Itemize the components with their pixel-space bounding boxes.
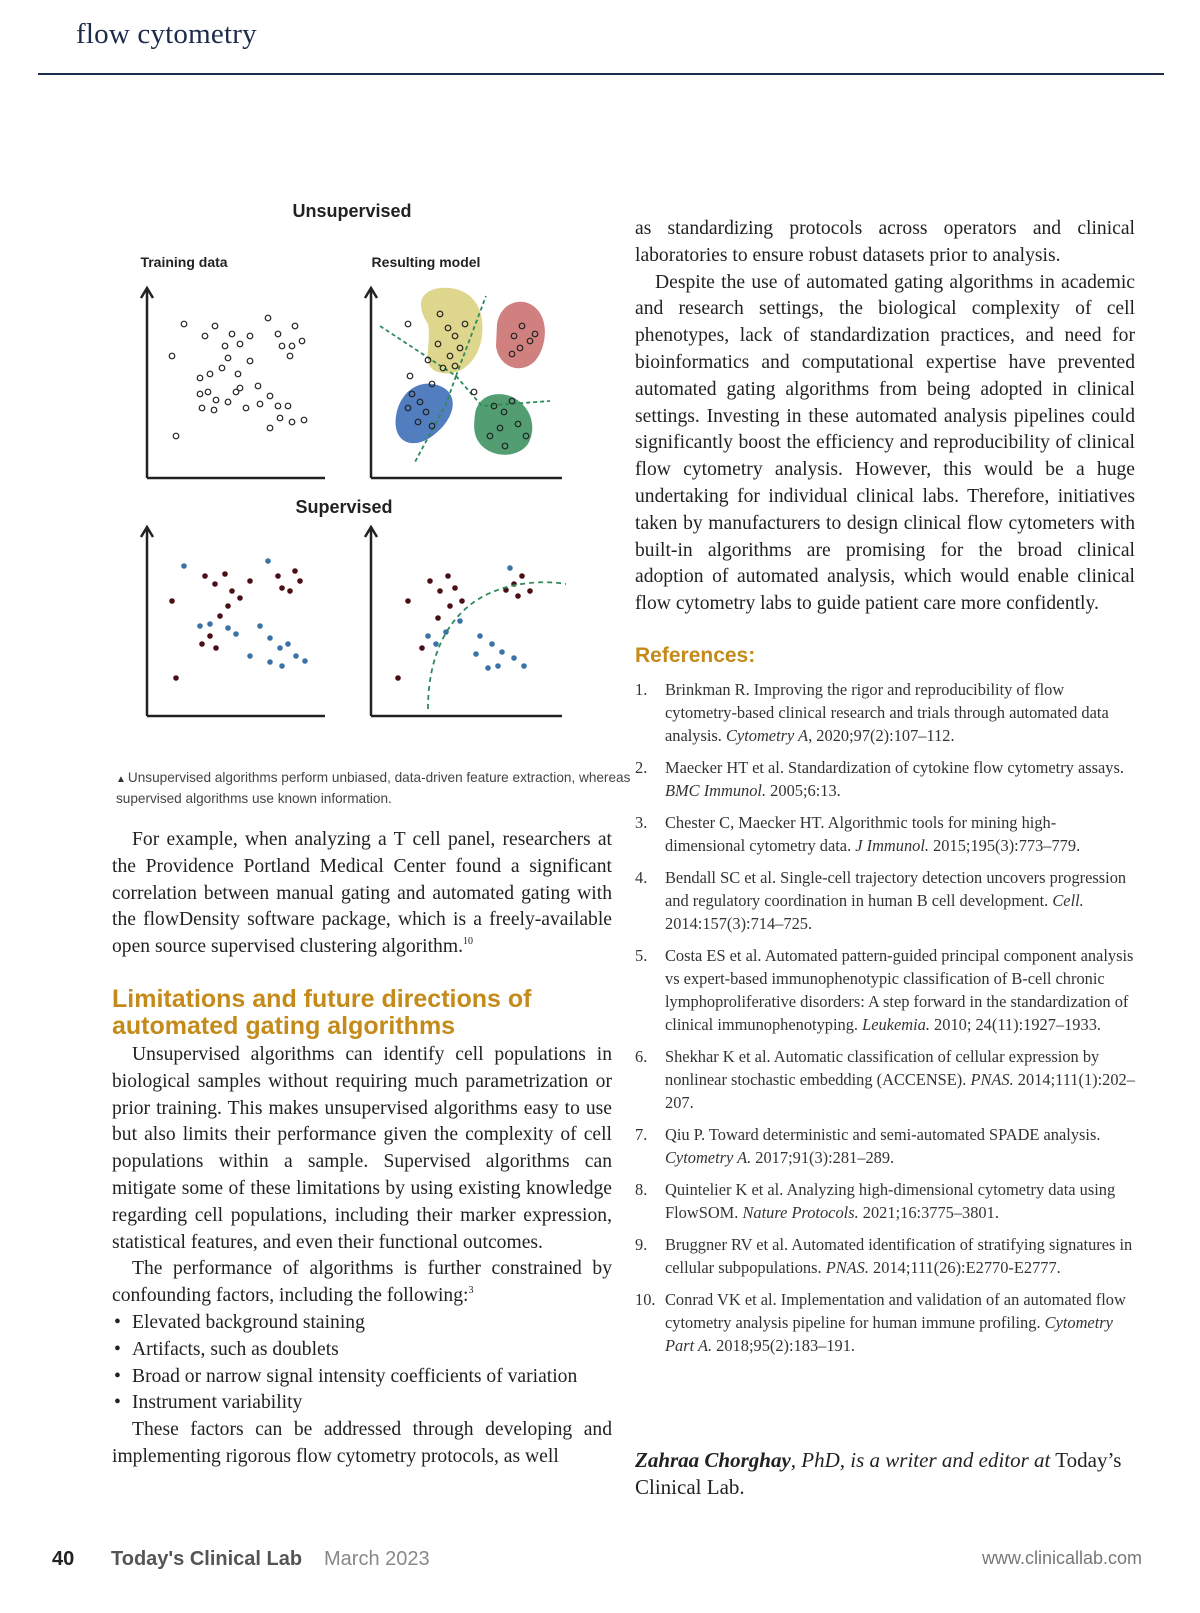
reference-journal: Nature Protocols. [742, 1203, 859, 1222]
scatter-point [199, 405, 205, 411]
limitations-heading: Limitations and future directions of automated gating algorithms [112, 984, 532, 1040]
scatter-point [265, 558, 271, 564]
scatter-point [287, 588, 293, 594]
scatter-point [275, 403, 281, 409]
author-name: Zahraa Chorghay [635, 1448, 791, 1472]
cluster-green [474, 394, 532, 455]
reference-text: Shekhar K et al. Automatic classification of cellular expression by nonlinear stochastic embedding (ACCENSE). [665, 1047, 1100, 1089]
scatter-point [257, 401, 263, 407]
scatter-point [267, 393, 273, 399]
axes-bottom-right [365, 527, 562, 716]
scatter-point [207, 633, 213, 639]
scatter-point [301, 417, 307, 423]
reference-citation: 2015;195(3):773–779. [929, 836, 1081, 855]
scatter-point [407, 373, 413, 379]
supervised-boundary [428, 582, 566, 709]
scatter-point [302, 658, 308, 664]
author-bio [635, 1447, 1135, 1501]
scatter-point [499, 649, 505, 655]
scatter-point [287, 353, 293, 359]
list-item: • Elevated background staining [112, 1310, 612, 1337]
scatter-point [445, 573, 451, 579]
reference-citation: 2021;16:3775–3801. [858, 1203, 999, 1222]
magazine-name: Today's Clinical Lab [111, 1548, 303, 1570]
reference-item [635, 678, 1135, 747]
reference-citation: 2014:157(3):714–725. [665, 914, 813, 933]
reference-number: 8. [635, 1180, 648, 1199]
scatter-point [199, 641, 205, 647]
reference-item [635, 866, 1135, 935]
left-paragraph-1-text: For example, when analyzing a T cell panel, researchers at the Providence Portland Medical Center found a significant correlation between manual gating and automated gating with the flowDensity software package, which is a freely-available open source supervised clustering algorithm. [112, 829, 612, 958]
scatter-point [527, 588, 533, 594]
scatter-point [181, 563, 187, 569]
scatter-point [292, 568, 298, 574]
reference-text: Chester C, Maecker HT. Algorithmic tools for mining high-dimensional cytometry data. [665, 813, 1057, 855]
scatter-point [217, 613, 223, 619]
reference-text: Qiu P. Toward deterministic and semi-automated SPADE analysis. [665, 1125, 1101, 1144]
reference-text: Bruggner RV et al. Automated identification of stratifying signatures in cellular subpopulations. [665, 1235, 1133, 1277]
scatter-point [507, 565, 513, 571]
scatter-point [511, 655, 517, 661]
scatter-point [235, 371, 241, 377]
scatter-point [277, 645, 283, 651]
scatter-point [212, 581, 218, 587]
scatter-point [395, 675, 401, 681]
reference-citation: 2018;95(2):183–191. [712, 1336, 856, 1355]
scatter-point [289, 343, 295, 349]
reference-item [635, 1178, 1135, 1224]
scatter-point [419, 645, 425, 651]
scatter-point [521, 663, 527, 669]
reference-journal: J Immunol. [855, 836, 930, 855]
reference-text: Conrad VK et al. Implementation and validation of an automated flow cytometry analysis pipeline for human immune profiling. [665, 1290, 1126, 1332]
reference-item [635, 811, 1135, 857]
scatter-point [213, 397, 219, 403]
scatter-point [267, 425, 273, 431]
scatter-point [285, 403, 291, 409]
scatter-point [292, 323, 298, 329]
scatter-point [212, 323, 218, 329]
reference-number: 7. [635, 1125, 648, 1144]
scatter-point [181, 321, 187, 327]
scatter-point [452, 585, 458, 591]
left-paragraph-3-text: The performance of algorithms is further constrained by confounding factors, including the following: [112, 1258, 612, 1307]
scatter-point [211, 407, 217, 413]
scatter-point [229, 588, 235, 594]
scatter-point [485, 665, 491, 671]
scatter-point [279, 585, 285, 591]
scatter-point [197, 391, 203, 397]
footnote-ref: 10 [462, 936, 473, 948]
references-list [635, 678, 1135, 1366]
references-heading: References: [635, 644, 756, 667]
scatter-point [471, 389, 477, 395]
reference-journal: PNAS. [970, 1070, 1014, 1089]
scatter-point [213, 645, 219, 651]
scatter-point [207, 621, 213, 627]
axes-top-left [141, 288, 325, 478]
caption-text: Unsupervised algorithms perform unbiased, data-driven feature extraction, whereas supervised algorithms use known information. [116, 770, 631, 806]
resulting-model-label: Resulting model [371, 254, 481, 270]
scatter-point [207, 371, 213, 377]
scatter-point [173, 433, 179, 439]
scatter-point [233, 631, 239, 637]
reference-journal: Cytometry A. [665, 1148, 752, 1167]
page-number: 40 [52, 1548, 75, 1570]
scatter-point [255, 383, 261, 389]
issue-date: March 2023 [324, 1548, 430, 1570]
reference-item [635, 944, 1135, 1036]
reference-journal: Cytometry A [726, 726, 809, 745]
scatter-point [173, 675, 179, 681]
scatter-point [219, 365, 225, 371]
scatter-point [247, 333, 253, 339]
training-points [169, 315, 307, 439]
reference-number: 1. [635, 680, 648, 699]
scatter-point [267, 635, 273, 641]
scatter-point [435, 615, 441, 621]
reference-citation: 2010; 24(11):1927–1933. [929, 1015, 1101, 1034]
reference-journal: BMC Immunol. [665, 781, 767, 800]
reference-citation: 2014;111(26):E2770-E2777. [868, 1258, 1061, 1277]
header-rule [38, 73, 1164, 75]
left-paragraph-1 [112, 827, 612, 961]
scatter-point [299, 338, 305, 344]
reference-text: Quintelier K et al. Analyzing high-dimensional cytometry data using FlowSOM. [665, 1180, 1116, 1222]
list-item: • Instrument variability [112, 1390, 612, 1417]
reference-item [635, 1288, 1135, 1357]
reference-citation: 2005;6:13. [766, 781, 841, 800]
publication-name: Today’s Clinical Lab. [635, 1448, 1122, 1499]
figure [110, 196, 620, 756]
list-item: • Broad or narrow signal intensity coefficients of variation [112, 1364, 612, 1391]
reference-number: 6. [635, 1047, 648, 1066]
author-role: , PhD, is a writer and editor at [790, 1448, 1051, 1472]
scatter-point [247, 653, 253, 659]
reference-journal: Cell. [1052, 891, 1084, 910]
right-column [635, 216, 1135, 618]
section-heading: flow cytometry [76, 18, 257, 50]
scatter-point [169, 353, 175, 359]
reference-text: Maecker HT et al. Standardization of cytokine flow cytometry assays. [665, 758, 1124, 777]
scatter-point [225, 399, 231, 405]
reference-number: 3. [635, 813, 648, 832]
scatter-point [405, 598, 411, 604]
figure-caption [116, 768, 636, 808]
footnote-ref: 3 [468, 1285, 474, 1297]
scatter-point [169, 598, 175, 604]
scatter-point [433, 641, 439, 647]
scatter-point [237, 385, 243, 391]
scatter-point [405, 321, 411, 327]
reference-item [635, 1123, 1135, 1169]
scatter-point [495, 663, 501, 669]
scatter-point [202, 333, 208, 339]
scatter-point [257, 623, 263, 629]
left-paragraph-4: These factors can be addressed through developing and implementing rigorous flow cytometry protocols, as well [112, 1419, 612, 1467]
scatter-point [247, 358, 253, 364]
scatter-point [243, 405, 249, 411]
scatter-point [202, 573, 208, 579]
scatter-point [473, 651, 479, 657]
scatter-point [205, 389, 211, 395]
right-paragraph-1: as standardizing protocols across operators and clinical laboratories to ensure robust datasets prior to analysis. [635, 218, 1135, 266]
confounding-factors-list [112, 1310, 612, 1417]
scatter-point [289, 419, 295, 425]
scatter-point [222, 571, 228, 577]
scatter-point [519, 573, 525, 579]
scatter-point [275, 331, 281, 337]
scatter-point [427, 578, 433, 584]
scatter-point [247, 578, 253, 584]
reference-number: 4. [635, 868, 648, 887]
reference-number: 10. [635, 1290, 656, 1309]
reference-text: Brinkman R. Improving the rigor and reproducibility of flow cytometry-based clinical research and trials through automated data analysis. [665, 680, 1109, 745]
scatter-point [229, 331, 235, 337]
scatter-point [225, 625, 231, 631]
figure-title-unsupervised: Unsupervised [292, 201, 412, 221]
scatter-point [197, 375, 203, 381]
left-paragraph-2: Unsupervised algorithms can identify cell populations in biological samples without requiring much parametrization or prior training. This makes unsupervised algorithms easy to use but also limits their performance given the complexity of cell populations within a sample. Supervised algorithms can mitigate some of these limitations by using existing knowledge regarding cell populations, including their marker expression, statistical features, and even their functional outcomes. [112, 1043, 612, 1253]
scatter-point [459, 598, 465, 604]
scatter-point [222, 343, 228, 349]
reference-journal: Leukemia. [862, 1015, 930, 1034]
left-column [112, 827, 612, 1471]
scatter-point [237, 595, 243, 601]
reference-item [635, 1233, 1135, 1279]
scatter-point [225, 355, 231, 361]
scatter-point [437, 588, 443, 594]
right-paragraph-2: Despite the use of automated gating algorithms in academic and research settings, the biological complexity of cell phenotypes, lack of standardization practices, and need for bioinformatics and computational expertise have prevented automated gating algorithms from being adopted in clinical settings. Investing in these automated analysis pipelines could significantly boost the efficiency and reproducibility of clinical flow cytometry analysis. However, this would be a huge undertaking for individual clinical labs. Therefore, initiatives taken by manufacturers to design clinical flow cytometers with built-in algorithms are promising for the broad clinical adoption of automated analysis, which would enable clinical flow cytometry labs to guide patient care more confidently. [635, 271, 1135, 615]
training-data-label: Training data [140, 254, 228, 270]
caret-up-icon: ▲ [116, 774, 126, 785]
reference-text: Bendall SC et al. Single-cell trajectory detection uncovers progression and regulatory coordination in human B cell development. [665, 868, 1127, 910]
scatter-point [489, 641, 495, 647]
scatter-point [515, 593, 521, 599]
scatter-point [477, 633, 483, 639]
reference-item [635, 756, 1135, 802]
scatter-point [279, 343, 285, 349]
scatter-point [267, 659, 273, 665]
axes-bottom-left [141, 527, 325, 716]
scatter-point [279, 663, 285, 669]
reference-journal: Cytometry Part A. [665, 1313, 1113, 1355]
reference-citation: 2014;111(1):202–207. [665, 1070, 1135, 1112]
scatter-point [225, 603, 231, 609]
page-footer [52, 1548, 1152, 1578]
scatter-point [275, 573, 281, 579]
figure-title-supervised: Supervised [295, 497, 393, 517]
reference-citation: , 2020;97(2):107–112. [808, 726, 955, 745]
list-item: • Artifacts, such as doublets [112, 1337, 612, 1364]
scatter-point [237, 341, 243, 347]
reference-number: 9. [635, 1235, 648, 1254]
reference-journal: PNAS. [825, 1258, 869, 1277]
scatter-point [277, 415, 283, 421]
supervised-training-points [169, 558, 308, 681]
scatter-point [457, 618, 463, 624]
scatter-point [425, 633, 431, 639]
reference-citation: 2017;91(3):281–289. [751, 1148, 895, 1167]
supervised-model-points [395, 565, 533, 681]
website-link[interactable]: www.clinicallab.com [981, 1548, 1142, 1568]
scatter-point [447, 603, 453, 609]
reference-number: 5. [635, 946, 648, 965]
scatter-point [293, 653, 299, 659]
scatter-point [197, 623, 203, 629]
scatter-point [297, 578, 303, 584]
algorithm-diagram [110, 196, 620, 756]
left-paragraph-3 [112, 1256, 612, 1310]
reference-item [635, 1045, 1135, 1114]
scatter-point [285, 641, 291, 647]
reference-text: Costa ES et al. Automated pattern-guided principal component analysis vs expert-based immunophenotypic classification of B-cell chronic lymphoproliferative disorders: A step forward in the standardization of clinical immunophenotyping. [665, 946, 1134, 1034]
reference-number: 2. [635, 758, 648, 777]
scatter-point [265, 315, 271, 321]
